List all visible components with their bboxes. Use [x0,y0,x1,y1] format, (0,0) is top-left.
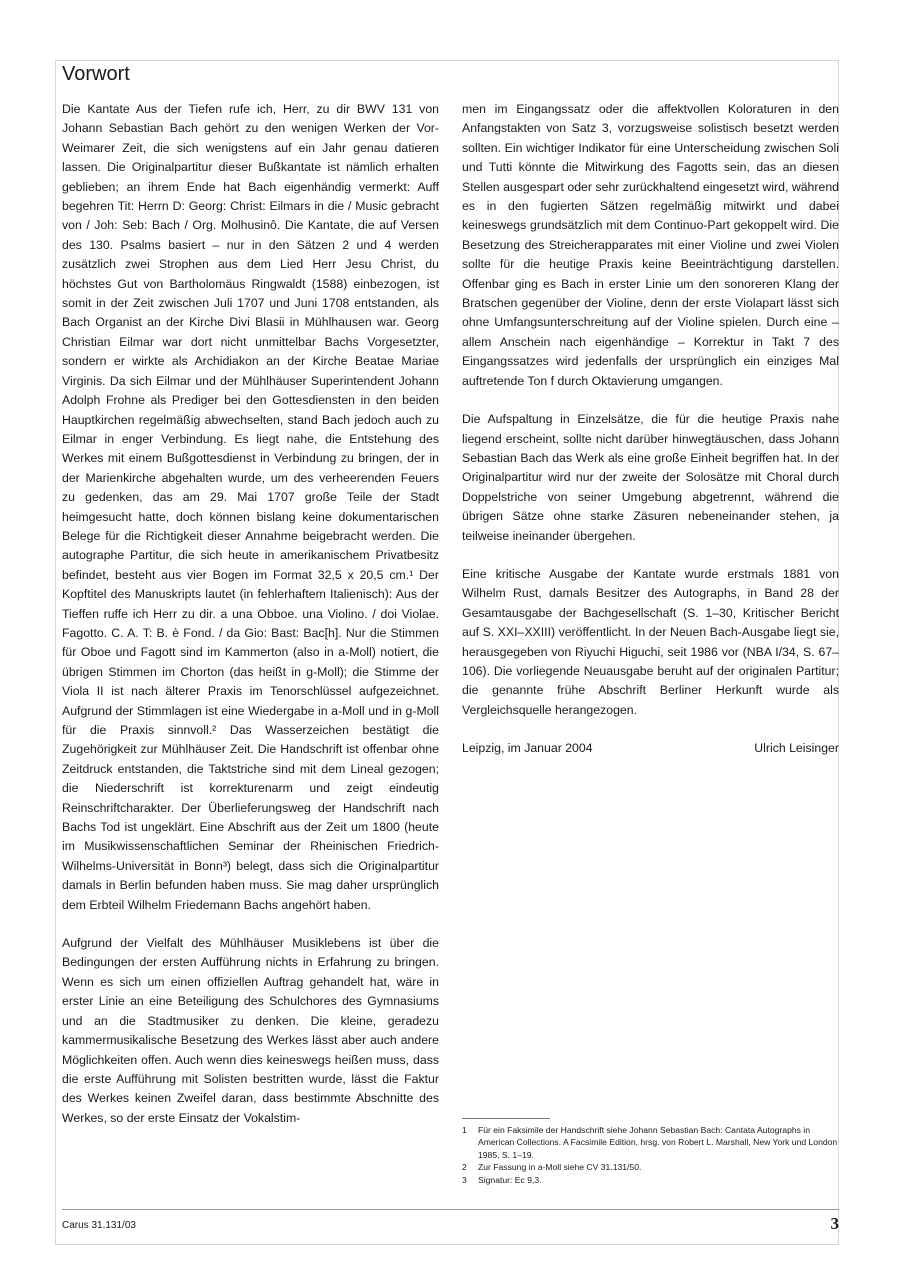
paragraph: Aufgrund der Vielfalt des Mühlhäuser Musiklebens ist über die Bedingungen der ersten Aufführung nichts in Erfahrung zu bringen. Wenn es sich um einen offiziellen Auftrag gehandelt hat, wäre in erster Linie an eine Beteiligung des Schulchores des Gymnasiums und an die Stadtmusiker zu denken. Die kleine, geradezu kammermusikalische Besetzung des Werkes lässt aber auch andere Möglichkeiten offen. Auch wenn dies keineswegs heißen muss, dass die erste Aufführung mit Solisten bestritten wurde, lässt die Faktur des Werkes keinen Zweifel daran, dass bestimmte Abschnitte des Werkes, so der erste Einsatz der Vokalstim- [62,936,439,1125]
footnote-divider [462,1118,550,1119]
page-number: 3 [830,1214,839,1233]
footnote-number: 2 [462,1162,467,1173]
place-date: Leipzig, im Januar 2004 [462,741,593,756]
footnote-text: Signatur: Ec 9,3. [478,1174,542,1185]
footnote-text: Zur Fassung in a-Moll siehe CV 31.131/50. [478,1162,642,1173]
right-column [462,100,839,759]
footer-divider [62,1209,839,1210]
signature-row [462,739,839,758]
footnotes [462,1124,839,1186]
paragraph: Die Aufspaltung in Einzelsätze, die für die heutige Praxis nahe liegend erscheint, sollte nicht darüber hinwegtäuschen, dass Johann Sebastian Bach das Werk als eine große Einheit begriffen hat. In der Originalpartitur wird nur der zweite der Solosätze mit Choral durch Doppelstriche von seiner Umgebung abgetrennt, während die übrigen Sätze ohne starke Zäsuren nebeneinander stehen, ja teilweise ineinander übergehen. [462,412,839,543]
footnote-text: Für ein Faksimile der Handschrift siehe Johann Sebastian Bach: Cantata Autographs in American Collections. A Facsimile Edition, hrsg. von Robert L. Marshall, New York und London 1985, S. 1–19. [478,1125,838,1160]
paragraph: men im Eingangssatz oder die affektvollen Koloraturen in den Anfangstakten von Satz 3, vorzugsweise solistisch besetzt werden sollten. Ein wichtiger Indikator für eine Unterscheidung zwischen Soli und Tutti könnte die Mitwirkung des Fagotts sein, das an diesen Stellen ausgespart oder sehr zurückhaltend eingesetzt wird, während es in den fugierten Sätzen regelmäßig mitwirkt und dabei keineswegs grundsätzlich mit dem Continuo-Part gekoppelt wird. Die Besetzung des Streicherapparates mit einer Violine und zwei Violen sollte für die heutige Praxis keine Beeinträchtigung darstellen. Offenbar ging es Bach in erster Linie um den sonoreren Klang der Bratschen gegenüber der Violine, denn der erste Violapart lässt sich ohne Umfangsunterschreitung auf der Violine spielen. Durch eine – allem Anschein nach eigenhändige – Korrektur in Takt 7 des Eingangssatzes wird jedenfalls der ursprünglich ein einziges Mal auftretende Ton f durch Oktavierung umgangen. [462,102,839,388]
footnote-number: 1 [462,1125,467,1135]
paragraph: Eine kritische Ausgabe der Kantate wurde erstmals 1881 von Wilhelm Rust, damals Besitzer des Autographs, in Band 28 der Gesamtausgabe der Bachgesellschaft (S. 1–30, Kritischer Bericht auf S. XXI–XXIII) veröffentlicht. In der Neuen Bach-Ausgabe liegt sie, herausgegeben von Riyuchi Higuchi, seit 1986 vor (NBA I/34, S. 67–106). Die vorliegende Neuausgabe beruht auf der originalen Partitur; die genannte frühe Abschrift Berliner Herkunft wurde als Vergleichsquelle herangezogen. [462,566,839,717]
footnote [462,1124,839,1161]
footnote [462,1174,839,1186]
left-column [62,100,439,1128]
page-title: Vorwort [62,63,130,85]
footnote-number: 3 [462,1174,467,1185]
author-name: Ulrich Leisinger [754,741,839,756]
footnote [462,1161,839,1173]
paragraph: Die Kantate Aus der Tiefen rufe ich, Herr, zu dir BWV 131 von Johann Sebastian Bach gehört zu den wenigen Werken der Vor-Weimarer Zeit, die sich wenigstens auf ein Jahr genau datieren lassen. Die Originalpartitur dieser Bußkantate ist nämlich erhalten geblieben; an ihrem Ende hat Bach eigenhändig vermerkt: Auff begehren Tit: Herrn D: Georg: Christ: Eilmars in die / Music gebracht von / Joh: Seb: Bach / Org. Molhusinô. Die Kantate, die auf Versen des 130. Psalms basiert – nur in den Sätzen 2 und 4 werden zusätzlich zwei Strophen aus dem Lied Herr Jesu Christ, du höchstes Gut von Bartholomäus Ringwaldt (1588) einbezogen, ist somit in der Zeit zwischen Juli 1707 und Juni 1708 entstanden, als Bach Organist an der Kirche Divi Blasii in Mühlhausen war. Georg Christian Eilmar war dort nicht unmittelbar Bachs Vorgesetzter, sondern er wirkte als Archidiakon an der Kirche Beatae Mariae Virginis. Da sich Eilmar und der Mühlhäuser Superintendent Johann Adolph Frohne als Prediger bei den Gottesdiensten in den beiden Hauptkirchen regelmäßig abwechselten, stand Bach jedoch auch zu Eilmar in enger Verbindung. Es liegt nahe, die Entstehung des Werkes mit einem Bußgottesdienst in Verbindung zu bringen, der in der Marienkirche abgehalten wurde, um des verheerenden Feuers zu gedenken, das am 29. Mai 1707 große Teile der Stadt heimgesucht hatte, doch können bislang keine dokumentarischen Belege für die Richtigkeit dieser Annahme beigebracht werden. Die autographe Partitur, die sich heute in amerikanischem Privatbesitz befindet, besteht aus vier Bogen im Format 32,5 x 20,5 cm.¹ Der Kopftitel des Manuskripts lautet (in fehlerhaftem Italienisch): Aus der Tieffen ruffe ich Herr zu dir. a una Obboe. una Violino. / doi Violae. Fagotto. C. A. T: B. è Fond. / da Gio: Bast: Bac[h]. Nur die Stimmen für Oboe und Fagott sind im Kammerton (also in a-Moll) notiert, die übrigen Stimmen im Chorton (das heißt in g-Moll); die Stimme der Viola II ist nach älterer Praxis im Tenorschlüssel aufgezeichnet. Aufgrund der Stimmlagen ist eine Wiedergabe in a-Moll und in g-Moll für die Praxis sinnvoll.² Das Wasserzeichen bestätigt die Zugehörigkeit zur Mühlhäuser Zeit. Die Handschrift ist offenbar ohne Zeitdruck entstanden, die Taktstriche sind mit dem Lineal gezogen; die Niederschrift ist korrekturenarm und zeigt eindeutig Reinschriftcharakter. Der Überlieferungsweg der Handschrift nach Bachs Tod ist ungeklärt. Eine Abschrift aus der Zeit um 1800 (heute im Musikwissenschaftlichen Seminar der Rheinischen Friedrich-Wilhelms-Universität in Bonn³) belegt, dass sich die Originalpartitur damals in Berlin befunden haben muss. Sie mag daher ursprünglich dem Erbteil Wilhelm Friedemann Bachs angehört haben. [62,102,439,912]
edition-number: Carus 31.131/03 [62,1220,136,1231]
